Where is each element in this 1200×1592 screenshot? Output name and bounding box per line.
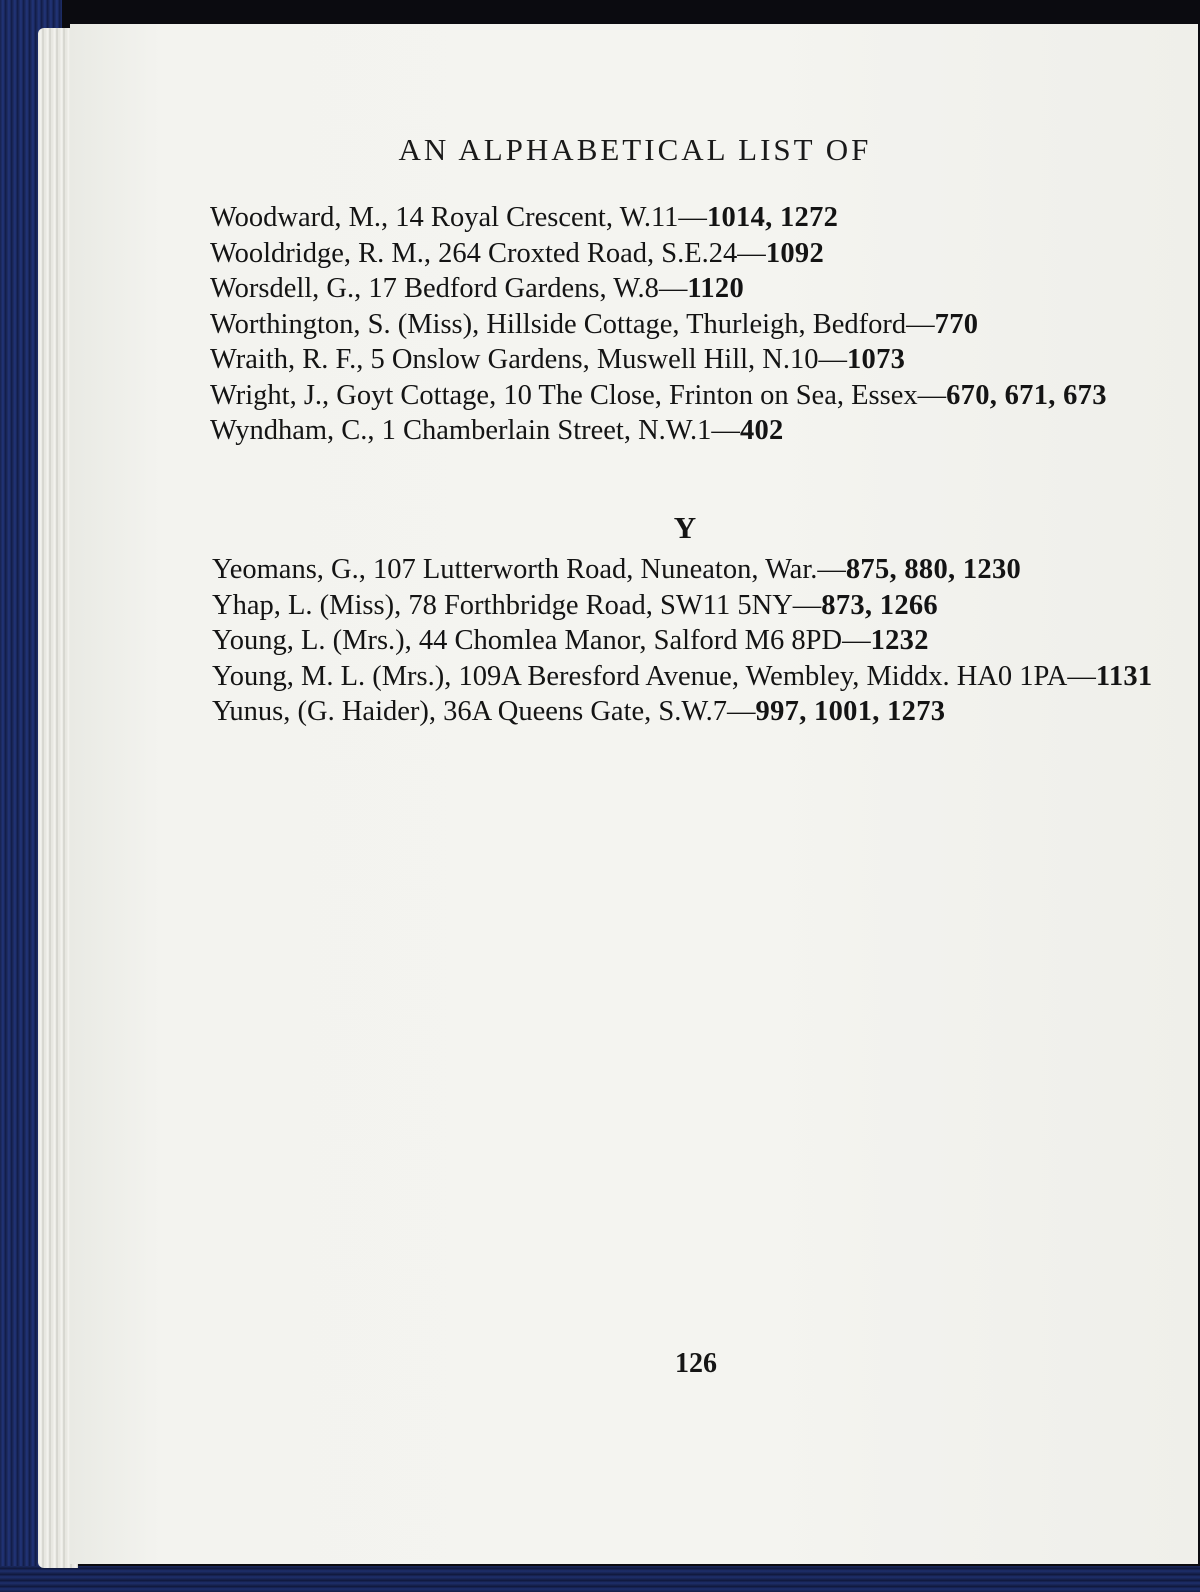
entry-references: 1120 (687, 273, 745, 304)
list-entry (210, 378, 1200, 414)
entry-address: Wright, J., Goyt Cottage, 10 The Close, Frinton on Sea, Essex— (210, 379, 947, 411)
list-entry (210, 200, 1200, 236)
list-entry (210, 413, 1200, 449)
entry-references: 873, 1266 (821, 589, 938, 621)
list-entry (210, 271, 1200, 307)
list-entry (212, 694, 1200, 730)
entry-references: 1232 (870, 625, 929, 656)
book-cover-bottom (0, 1566, 1200, 1592)
list-entry (212, 623, 1200, 659)
entry-references: 875, 880, 1230 (845, 554, 1022, 585)
book-page (70, 24, 1198, 1564)
entry-address: Yunus, (G. Haider), 36A Queens Gate, S.W.7— (212, 696, 756, 727)
entry-address: Young, M. L. (Mrs.), 109A Beresford Avenue, Wembley, Middx. HA0 1PA— (212, 660, 1096, 692)
list-entry (210, 236, 1200, 272)
entry-references: 402 (739, 415, 784, 446)
entry-references: 770 (934, 308, 979, 340)
entry-references: 1092 (765, 237, 825, 269)
entry-address: Worsdell, G., 17 Bedford Gardens, W.8— (210, 273, 688, 304)
entry-address: Wooldridge, R. M., 264 Croxted Road, S.E.24— (210, 237, 766, 269)
entry-address: Yeomans, G., 107 Lutterworth Road, Nuneaton, War.— (212, 554, 846, 585)
entry-address: Wyndham, C., 1 Chamberlain Street, N.W.1— (210, 415, 740, 446)
entry-address: Wraith, R. F., 5 Onslow Gardens, Muswell Hill, N.10— (210, 344, 847, 375)
list-entry (212, 588, 1200, 624)
entry-references: 670, 671, 673 (946, 379, 1107, 411)
page-number: 126 (675, 1348, 717, 1379)
entry-references: 1014, 1272 (706, 202, 839, 233)
entry-references: 1131 (1095, 660, 1153, 692)
entry-address: Worthington, S. (Miss), Hillside Cottage, Thurleigh, Bedford— (210, 308, 935, 340)
entry-address: Woodward, M., 14 Royal Crescent, W.11— (210, 202, 707, 233)
section-letter-y: Y (673, 510, 697, 545)
list-entry (210, 307, 1200, 343)
entry-address: Yhap, L. (Miss), 78 Forthbridge Road, SW11 5NY— (212, 589, 822, 621)
entry-references: 997, 1001, 1273 (755, 696, 946, 727)
w-entries-list (210, 200, 1200, 449)
entry-address: Young, L. (Mrs.), 44 Chomlea Manor, Salford M6 8PD— (212, 625, 871, 656)
y-entries-list (212, 552, 1200, 730)
list-entry (212, 659, 1200, 695)
page-header: AN ALPHABETICAL LIST OF (398, 132, 872, 167)
list-entry (210, 342, 1200, 378)
list-entry (212, 552, 1200, 588)
entry-references: 1073 (847, 344, 906, 375)
